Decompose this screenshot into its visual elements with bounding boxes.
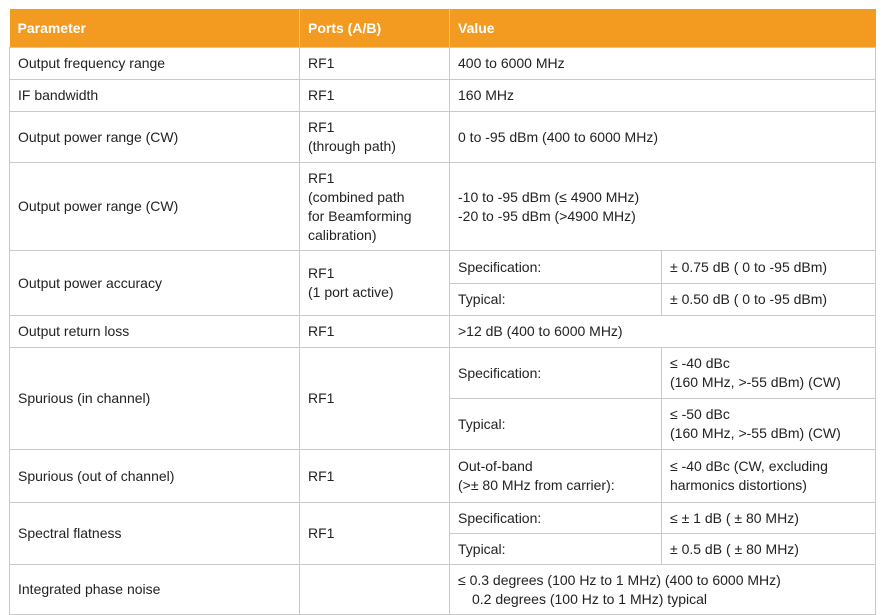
table-row [10,163,876,251]
port-line: (through path) [308,138,396,154]
value-line: ≤ -50 dBc [670,406,730,422]
spec-value: ± 0.75 dB ( 0 to -95 dBm) [662,251,876,284]
spec-value [662,348,876,399]
value-line: -10 to -95 dBm (≤ 4900 MHz) [458,188,640,205]
value-line: ≤ -40 dBc [670,355,730,371]
value-cell: 160 MHz [450,80,876,112]
port-cell: RF1 [300,450,450,503]
table-row [10,565,876,615]
value-cell [450,565,876,615]
param-cell: Integrated phase noise [10,565,300,615]
value-line: ≤ 0.3 degrees (100 Hz to 1 MHz) (400 to 6000 MHz) [458,571,781,588]
port-line: RF1 [308,265,335,281]
param-cell: Output power accuracy [10,251,300,316]
spec-value: ≤ ± 1 dB ( ± 80 MHz) [662,503,876,534]
typical-label: Typical: [450,534,662,565]
typical-label: Typical: [450,284,662,316]
port-line: RF1 [308,169,335,186]
port-cell: RF1 [300,316,450,348]
param-cell: Output power range (CW) [10,112,300,163]
port-line: RF1 [308,119,335,135]
typical-value: ± 0.50 dB ( 0 to -95 dBm) [662,284,876,316]
table-row [10,112,876,163]
table-row [10,348,876,399]
label-line: (>± 80 MHz from carrier): [458,477,615,493]
header-parameter: Parameter [10,9,300,48]
header-ports: Ports (A/B) [300,9,450,48]
param-cell: Output frequency range [10,48,300,80]
spec-table [9,9,876,615]
port-cell [300,163,450,251]
port-cell: RF1 [300,503,450,565]
port-cell [300,251,450,316]
typical-value: ± 0.5 dB ( ± 80 MHz) [662,534,876,565]
condition-value [662,450,876,503]
port-line: calibration) [308,226,377,243]
value-line: ≤ -40 dBc (CW, excluding [670,458,828,474]
value-cell: 0 to -95 dBm (400 to 6000 MHz) [450,112,876,163]
value-cell: 400 to 6000 MHz [450,48,876,80]
port-cell [300,112,450,163]
header-row [10,9,876,48]
spec-label: Specification: [450,503,662,534]
param-cell: Output return loss [10,316,300,348]
param-cell: Spectral flatness [10,503,300,565]
port-cell [300,565,450,615]
param-cell: Spurious (in channel) [10,348,300,450]
value-line: harmonics distortions) [670,477,807,493]
typical-value [662,399,876,450]
value-line: -20 to -95 dBm (>4900 MHz) [458,207,636,224]
value-line: (160 MHz, >-55 dBm) (CW) [670,374,841,390]
table-row [10,251,876,284]
spec-label: Specification: [450,348,662,399]
condition-label [450,450,662,503]
param-cell: Spurious (out of channel) [10,450,300,503]
port-cell: RF1 [300,48,450,80]
port-line: for Beamforming [308,207,412,224]
table-row [10,503,876,534]
typical-label: Typical: [450,399,662,450]
param-cell: Output power range (CW) [10,163,300,251]
port-line: (1 port active) [308,284,394,300]
header-value: Value [450,9,876,48]
spec-label: Specification: [450,251,662,284]
table-row [10,80,876,112]
value-cell [450,163,876,251]
table-row [10,316,876,348]
port-cell: RF1 [300,80,450,112]
value-line: (160 MHz, >-55 dBm) (CW) [670,425,841,441]
table-row [10,450,876,503]
port-cell: RF1 [300,348,450,450]
port-line: (combined path [308,188,405,205]
param-cell: IF bandwidth [10,80,300,112]
value-cell: >12 dB (400 to 6000 MHz) [450,316,876,348]
label-line: Out-of-band [458,458,533,474]
value-line: 0.2 degrees (100 Hz to 1 MHz) typical [472,590,707,607]
table-row [10,48,876,80]
